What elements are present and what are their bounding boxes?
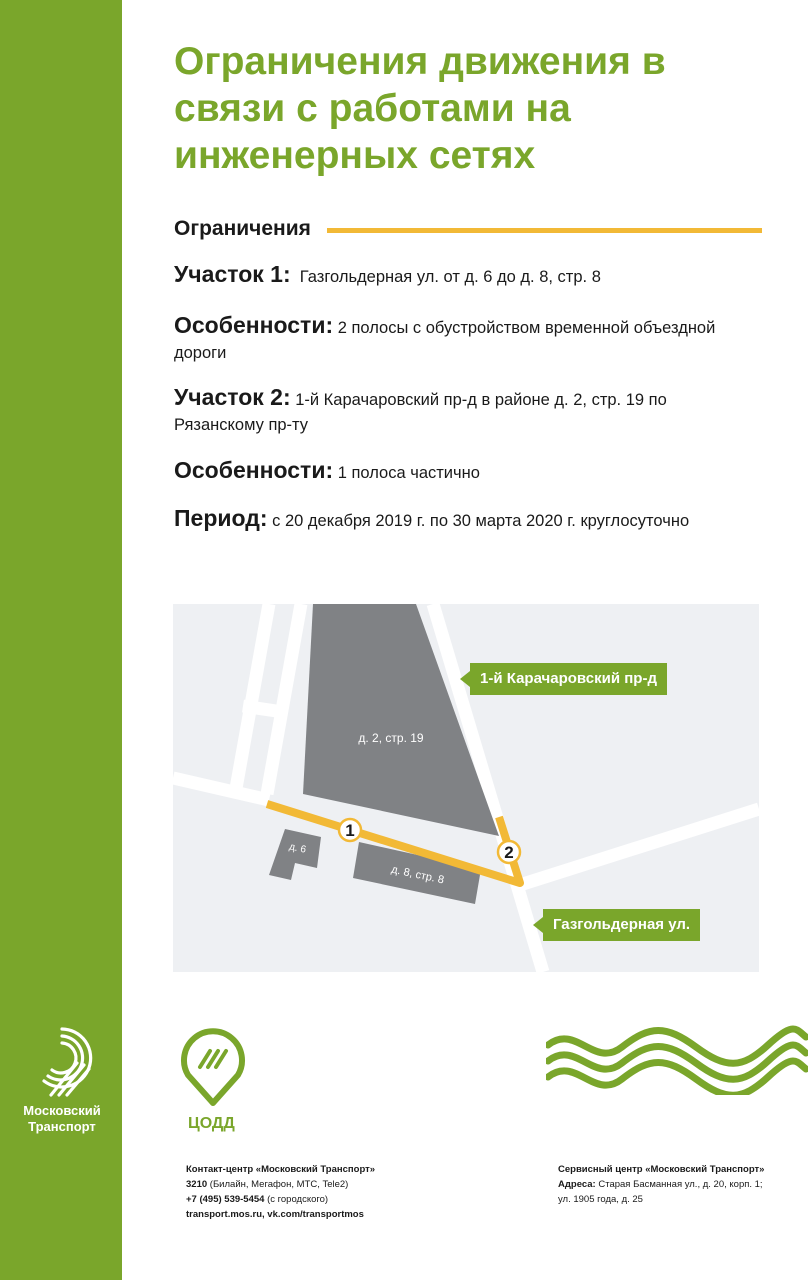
item-value: 2 полосы с обустройством временной объездной дороги bbox=[174, 319, 716, 362]
phone-short-note: (Билайн, Мегафон, МТС, Tele2) bbox=[209, 1179, 349, 1190]
contact-center-block bbox=[186, 1162, 486, 1222]
street bbox=[267, 604, 301, 794]
marker-2-label: 2 bbox=[504, 843, 514, 862]
page-title: Ограничения движения в связи с работами на инженерных сетях bbox=[174, 40, 666, 177]
section-heading bbox=[174, 214, 762, 244]
item-key: Период: bbox=[174, 505, 268, 531]
building-d6 bbox=[269, 829, 321, 880]
item-key: Участок 1: bbox=[174, 261, 291, 287]
street-sign-karacharovsky: 1-й Карачаровский пр-д bbox=[470, 663, 667, 695]
street bbox=[523, 809, 759, 884]
restriction-map bbox=[173, 604, 759, 972]
restriction-period bbox=[174, 506, 734, 534]
marker-1-label: 1 bbox=[345, 821, 355, 840]
service-center-title: Сервисный центр «Московский Транспорт» bbox=[558, 1164, 765, 1175]
section-heading-label: Ограничения bbox=[174, 217, 327, 240]
phone-city: +7 (495) 539-5454 bbox=[186, 1194, 265, 1205]
codd-logo bbox=[176, 1025, 256, 1133]
web-links[interactable]: transport.mos.ru, vk.com/transportmos bbox=[186, 1209, 364, 1220]
phone-short: 3210 bbox=[186, 1179, 208, 1190]
item-key: Особенности: bbox=[174, 312, 334, 338]
restriction-segment-1 bbox=[174, 262, 734, 290]
item-value: 1-й Карачаровский пр-д в районе д. 2, стр. 19 по Рязанскому пр-ту bbox=[174, 391, 667, 434]
item-key: Участок 2: bbox=[174, 384, 291, 410]
building-d8-label: д. 8, стр. 8 bbox=[390, 863, 446, 887]
moscow-transport-name: Московский Транспорт bbox=[23, 1103, 101, 1134]
address-2: ул. 1905 года, д. 25 bbox=[558, 1194, 643, 1205]
item-value: 1 полоса частично bbox=[337, 464, 480, 482]
address-label: Адреса: bbox=[558, 1179, 596, 1190]
street bbox=[173, 778, 269, 800]
item-value: с 20 декабря 2019 г. по 30 марта 2020 г. круглосуточно bbox=[272, 512, 690, 530]
moscow-transport-logo bbox=[14, 1025, 110, 1135]
mos-wave-icon bbox=[546, 1025, 808, 1095]
restriction-features-2 bbox=[174, 458, 734, 486]
street-sign-gazgoldernaya: Газгольдерная ул. bbox=[543, 909, 700, 941]
contact-center-title: Контакт-центр «Московский Транспорт» bbox=[186, 1164, 376, 1175]
codd-name: ЦОДД bbox=[188, 1115, 235, 1132]
service-center-block bbox=[558, 1162, 808, 1207]
codd-icon bbox=[176, 1025, 250, 1107]
item-key: Особенности: bbox=[174, 457, 334, 483]
building-main-label: д. 2, стр. 19 bbox=[358, 731, 424, 745]
moscow-transport-icon bbox=[29, 1025, 95, 1097]
mos-logo bbox=[546, 1025, 808, 1099]
green-sidebar bbox=[0, 0, 122, 1280]
building-d6-label: д. 6 bbox=[288, 841, 307, 856]
restriction-segment-2 bbox=[174, 385, 734, 438]
item-value: Газгольдерная ул. от д. 6 до д. 8, стр. 8 bbox=[299, 268, 601, 286]
street bbox=[235, 604, 269, 794]
address-1: Старая Басманная ул., д. 20, корп. 1; bbox=[598, 1179, 763, 1190]
street bbox=[243, 706, 283, 712]
restriction-features-1 bbox=[174, 313, 734, 366]
phone-city-note: (с городского) bbox=[267, 1194, 329, 1205]
